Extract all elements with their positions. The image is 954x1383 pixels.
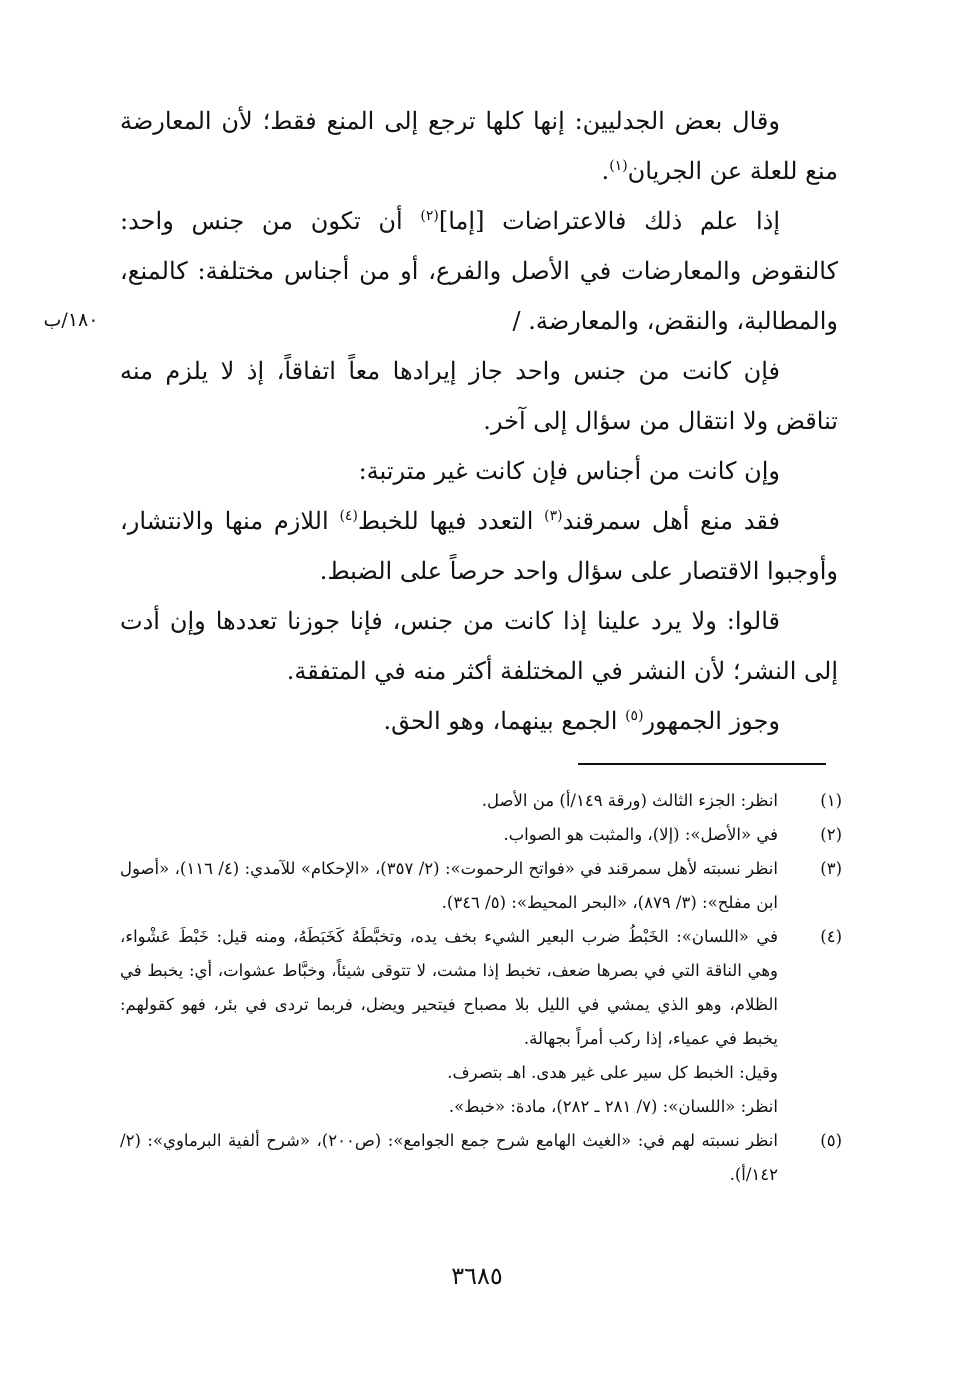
main-line-12: الجمع بينهما، وهو الحق.: [383, 707, 618, 735]
main-line-9: اللازم منها والانتشار، وأوجبوا الاقتصار على سؤال واحد حرصاً على الضبط.: [120, 507, 838, 585]
main-text-body: [120, 96, 838, 746]
footnote-line: انظر: الجزء الثالث (ورقة ١٤٩/أ) من الأصل.: [481, 791, 778, 810]
paragraph-4: وإن كانت من أجناس فإن كانت غير مترتبة:: [358, 457, 780, 485]
footnote-number: (٢): [820, 825, 842, 844]
footnote-line: انظر نسبته لهم في: «الغيث الهامع شرح جمع الجوامع»: (ص٢٠٠)، «شرح ألفية البرماوي»: (٢/ ١٤٢/أ).: [120, 1131, 778, 1184]
footnote-ref-3: (٣): [544, 508, 563, 524]
main-line-3: إذا علم ذلك فالاعتراضات [إما]: [438, 207, 781, 235]
footnote-text: [120, 852, 778, 920]
footnote-number: (٣): [820, 859, 842, 878]
footnote-ref-5: (٥): [625, 708, 644, 724]
footnote-line: وقيل: الخبط كل سير على غير هدى. اهـ بتصرف.: [447, 1063, 778, 1082]
footnote-number: (١): [820, 791, 842, 810]
footnote-3: [120, 852, 842, 920]
main-line-7: فقد منع أهل سمرقند: [562, 507, 780, 535]
footnote-line: في «الأصل»: (إلا)، والمثبت هو الصواب.: [503, 825, 778, 844]
footnote-separator: [578, 763, 826, 765]
footnotes-section: [120, 784, 842, 1192]
footnote-line: انظر نسبته لأهل سمرقند في «فواتح الرحموت»: (٢/ ٣٥٧)، «الإحكام» للآمدي: (٤/ ١١٦)، «أصول ابن مفلح»: (٣/ ٨٧٩)، «البحر المحيط»: (٥/ ٣٤٦).: [120, 859, 778, 912]
footnote-line: انظر: «اللسان»: (٧/ ٢٨١ ـ ٢٨٢)، مادة: «خبط».: [448, 1097, 778, 1116]
period: .: [601, 157, 610, 185]
footnote-2: [120, 818, 842, 852]
page-number: ٣٦٨٥: [451, 1262, 503, 1290]
paragraph-1: [120, 96, 838, 196]
paragraph-7: [120, 696, 838, 746]
footnote-1: [120, 784, 842, 818]
main-line-11: وجوز الجمهور: [643, 707, 780, 735]
footnote-number: (٤): [820, 927, 842, 946]
main-line-8: التعدد فيها للخبط: [357, 507, 534, 535]
main-line-1: وقال بعض الجدليين: إنها كلها ترجع إلى المنع فقط؛ لأن المعارضة منع: [120, 107, 838, 185]
footnote-text: [120, 818, 778, 852]
paragraph-6: قالوا: ولا يرد علينا إذا كانت من جنس، فإنا جوزنا تعددها وإن أدت إلى النشر؛ لأن النشر في المختلفة أكثر منه في المتفقة.: [120, 607, 838, 685]
paragraph-3: فإن كانت من جنس واحد جاز إيرادها معاً اتفاقاً، إذ لا يلزم منه تناقض ولا انتقال من سؤال إلى آخر.: [120, 357, 838, 435]
footnote-ref-2: (٢): [420, 208, 439, 224]
main-line-2: للعلة عن الجريان: [627, 157, 798, 185]
paragraph-5: [120, 496, 838, 596]
footnote-text: [120, 920, 778, 1124]
paragraph-2: [120, 196, 838, 346]
footnote-number: (٥): [820, 1131, 842, 1150]
footnote-text: [120, 784, 778, 818]
footnote-4: [120, 920, 842, 1124]
main-line-4: أن تكون من جنس واحد: كالنقوض والمعارضات في الأصل والفرع، أو من أجناس مختلفة: كالمنع، والمطالبة، والنقض، والمعارضة. /: [120, 207, 838, 335]
footnote-ref-1: (١): [609, 158, 628, 174]
footnote-line: في «اللسان»: الخَبْطُ ضرب البعير الشيء بخف يده، وتخبَّطَهُ كَخَبَطَهُ، ومنه قيل: خَبْطَ عَشْواء، وهي الناقة التي في بصرها ضعف، تخبط إذا مشت، لا تتوقى شيئاً، وخبَّاط عشوات، أي: يخبط في الظلام، وهو الذي يمشي في الليل بلا مصباح فيتحير ويضل، فربما تردى في بئر، فهو كقولهم: يخبط في عمياء، إذا ركب أمراً بجهالة.: [120, 927, 778, 1048]
footnote-text: [120, 1124, 778, 1192]
footnote-5: [120, 1124, 842, 1192]
footnote-ref-4: (٤): [339, 508, 358, 524]
folio-margin-note: ١٨٠/ب: [43, 309, 99, 331]
